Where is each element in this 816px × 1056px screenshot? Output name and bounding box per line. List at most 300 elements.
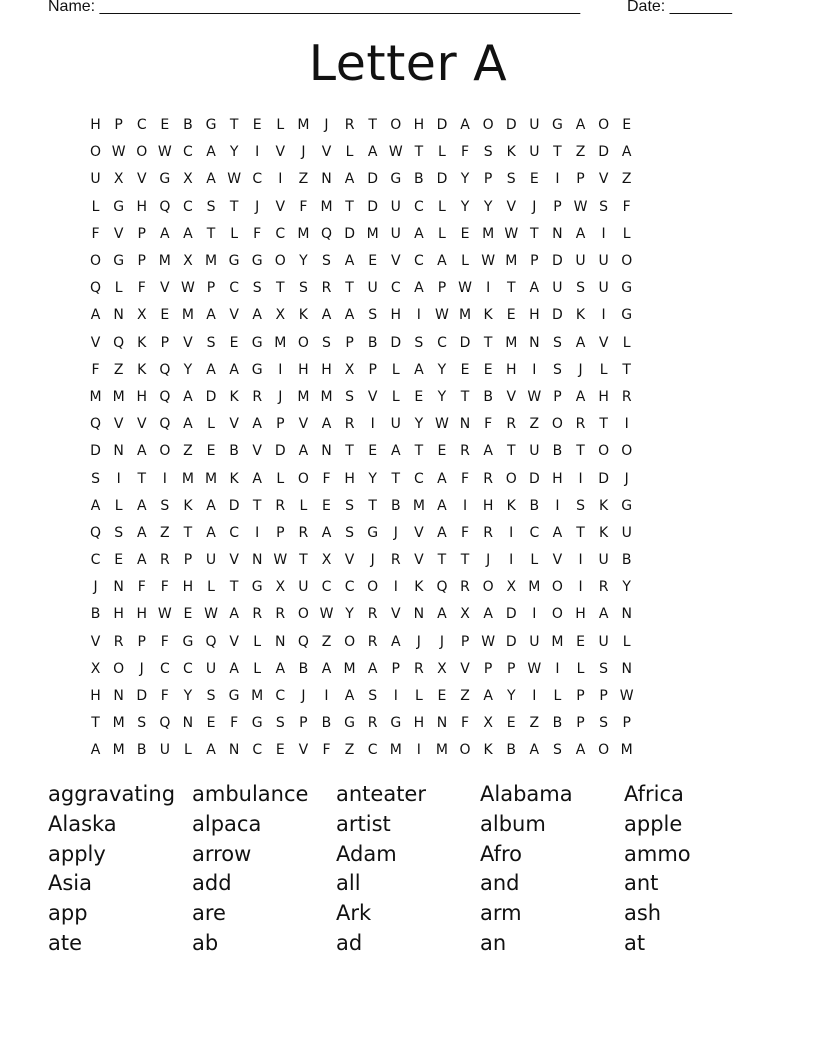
grid-letter: I	[509, 552, 514, 569]
word-list-item: Alaska	[48, 811, 117, 836]
grid-row	[84, 330, 638, 357]
grid-letter: M	[505, 334, 518, 351]
grid-letter: I	[393, 688, 398, 705]
grid-letter: T	[483, 334, 493, 351]
grid-letter: U	[598, 253, 609, 270]
grid-letter: P	[599, 688, 608, 705]
grid-letter: O	[598, 742, 610, 759]
grid-letter: N	[228, 742, 240, 759]
grid-letter: M	[551, 633, 564, 650]
grid-letter: T	[506, 280, 516, 297]
grid-letter: X	[460, 606, 470, 623]
grid-row	[84, 656, 638, 683]
grid-letter: K	[599, 497, 609, 514]
grid-letter: M	[412, 497, 425, 514]
grid-letter: Y	[299, 253, 308, 270]
grid-letter: V	[229, 307, 239, 324]
grid-letter: T	[530, 225, 539, 242]
grid-letter: K	[483, 742, 493, 759]
grid-letter: J	[624, 470, 629, 487]
grid-letter: L	[622, 334, 631, 351]
word-list-item: ash	[624, 901, 662, 926]
grid-letter: M	[204, 253, 218, 270]
grid-letter: J	[393, 524, 398, 541]
grid-letter: L	[553, 688, 562, 705]
grid-letter: G	[390, 715, 402, 732]
grid-letter: A	[229, 660, 239, 677]
grid-letter: D	[598, 144, 609, 161]
grid-letter: G	[251, 253, 263, 270]
grid-letter: F	[91, 225, 100, 242]
word-list-item: anteater	[336, 782, 426, 806]
grid-letter: E	[322, 497, 331, 514]
grid-letter: D	[367, 171, 379, 188]
grid-letter: A	[437, 497, 447, 514]
grid-letter: K	[298, 307, 308, 324]
grid-letter: J	[139, 660, 144, 677]
grid-row	[84, 547, 638, 574]
grid-letter: K	[183, 497, 193, 514]
grid-letter: G	[621, 307, 633, 324]
grid-letter: C	[413, 470, 424, 487]
word-list-item: all	[336, 871, 361, 896]
grid-letter: S	[576, 497, 585, 514]
grid-letter: N	[251, 552, 263, 569]
grid-letter: S	[599, 715, 609, 732]
grid-letter: V	[275, 144, 286, 161]
grid-letter: R	[275, 606, 286, 623]
grid-letter: A	[367, 144, 378, 161]
grid-letter: U	[298, 579, 309, 596]
grid-letter: H	[413, 117, 425, 134]
grid-letter: T	[460, 552, 470, 569]
grid-letter: O	[505, 470, 517, 487]
grid-letter: P	[507, 660, 516, 677]
grid-letter: R	[159, 552, 170, 569]
grid-letter: U	[598, 633, 609, 650]
grid-letter: I	[578, 470, 583, 487]
grid-letter: S	[206, 334, 216, 351]
grid-letter: L	[345, 144, 354, 161]
grid-letter: O	[598, 117, 610, 134]
grid-letter: A	[90, 497, 101, 514]
grid-letter: O	[274, 253, 286, 270]
grid-letter: G	[390, 171, 402, 188]
grid-letter: X	[183, 253, 193, 270]
grid-letter: Y	[460, 198, 470, 215]
grid-letter: K	[414, 579, 424, 596]
grid-letter: H	[413, 715, 425, 732]
date-field-line[interactable]: Date: _______	[627, 0, 732, 15]
grid-letter: A	[414, 361, 424, 378]
grid-letter: V	[390, 606, 401, 623]
grid-letter: S	[160, 497, 170, 514]
grid-letter: V	[598, 334, 609, 351]
grid-letter: J	[324, 117, 329, 134]
grid-letter: O	[390, 117, 402, 134]
grid-row	[84, 438, 638, 465]
grid-row	[84, 520, 638, 547]
grid-letter: O	[297, 470, 309, 487]
grid-letter: Z	[529, 416, 540, 433]
grid-letter: R	[575, 416, 586, 433]
grid-letter: U	[575, 253, 586, 270]
grid-letter: C	[183, 660, 193, 677]
grid-letter: T	[368, 497, 377, 514]
word-list-item: ab	[192, 930, 219, 955]
grid-letter: M	[204, 470, 218, 487]
grid-letter: L	[276, 117, 285, 134]
grid-letter: P	[576, 715, 585, 732]
grid-letter: C	[437, 334, 447, 351]
grid-letter: W	[319, 606, 334, 623]
word-list-item: ant	[624, 871, 659, 896]
grid-letter: I	[532, 688, 537, 705]
grid-letter: Q	[159, 416, 171, 433]
grid-letter: F	[461, 715, 470, 732]
grid-letter: S	[368, 307, 378, 324]
grid-letter: O	[482, 117, 494, 134]
grid-letter: H	[321, 361, 332, 378]
grid-letter: K	[599, 524, 609, 541]
grid-letter: Z	[529, 715, 540, 732]
grid-letter: V	[275, 198, 286, 215]
grid-letter: C	[344, 579, 355, 596]
grid-letter: O	[136, 144, 148, 161]
grid-letter: R	[275, 497, 286, 514]
grid-letter: C	[159, 660, 170, 677]
grid-letter: E	[206, 443, 216, 460]
grid-letter: I	[486, 280, 491, 297]
grid-letter: K	[575, 307, 586, 324]
grid-letter: J	[301, 688, 306, 705]
grid-letter: A	[575, 117, 586, 134]
grid-letter: H	[529, 307, 540, 324]
grid-letter: V	[229, 633, 239, 650]
grid-letter: A	[183, 388, 193, 405]
grid-letter: W	[435, 307, 449, 324]
grid-letter: G	[551, 117, 563, 134]
grid-letter: M	[435, 742, 448, 759]
grid-letter: O	[621, 443, 633, 460]
grid-letter: I	[162, 470, 167, 487]
grid-letter: T	[345, 280, 354, 297]
grid-letter: P	[206, 280, 216, 297]
grid-letter: K	[506, 144, 516, 161]
grid-letter: N	[113, 579, 124, 596]
grid-row	[84, 601, 638, 628]
grid-letter: S	[322, 253, 331, 270]
grid-letter: D	[436, 117, 448, 134]
grid-letter: H	[552, 470, 563, 487]
grid-letter: P	[530, 253, 539, 270]
grid-letter: T	[229, 117, 239, 134]
grid-letter: R	[483, 470, 493, 487]
grid-letter: V	[90, 633, 101, 650]
grid-letter: D	[528, 470, 540, 487]
grid-letter: I	[532, 606, 537, 623]
grid-letter: B	[136, 742, 147, 759]
grid-letter: W	[527, 388, 542, 405]
grid-letter: W	[273, 552, 288, 569]
grid-letter: N	[321, 171, 332, 188]
grid-letter: F	[137, 579, 146, 596]
grid-letter: Y	[506, 688, 516, 705]
grid-letter: D	[552, 253, 563, 270]
grid-letter: S	[275, 715, 285, 732]
grid-letter: V	[552, 552, 563, 569]
word-list-item: artist	[336, 811, 391, 836]
grid-letter: Y	[368, 470, 377, 487]
grid-letter: R	[367, 715, 378, 732]
grid-letter: E	[160, 117, 170, 134]
grid-row	[84, 574, 638, 601]
grid-letter: L	[576, 660, 585, 677]
grid-letter: W	[181, 280, 195, 297]
grid-letter: F	[461, 470, 470, 487]
grid-letter: P	[183, 552, 193, 569]
grid-letter: B	[90, 606, 101, 623]
grid-letter: R	[413, 660, 424, 677]
grid-letter: P	[345, 334, 354, 351]
grid-letter: B	[414, 171, 424, 188]
grid-letter: Y	[460, 171, 470, 188]
grid-letter: Y	[437, 361, 447, 378]
grid-letter: R	[460, 443, 470, 460]
grid-letter: G	[113, 198, 125, 215]
grid-letter: U	[205, 660, 217, 677]
grid-letter: C	[367, 742, 378, 759]
grid-row	[84, 221, 638, 248]
grid-letter: J	[532, 198, 537, 215]
grid-letter: Z	[113, 361, 124, 378]
grid-letter: U	[552, 280, 563, 297]
grid-letter: T	[137, 470, 147, 487]
word-list-item: at	[624, 930, 646, 955]
grid-letter: W	[527, 660, 542, 677]
grid-letter: A	[529, 280, 540, 297]
grid-letter: I	[555, 497, 560, 514]
grid-letter: A	[390, 443, 401, 460]
grid-letter: Y	[229, 144, 239, 161]
grid-letter: R	[344, 416, 355, 433]
grid-letter: B	[390, 497, 401, 514]
grid-letter: U	[205, 552, 217, 569]
grid-letter: V	[136, 416, 147, 433]
grid-letter: A	[206, 524, 216, 541]
grid-letter: E	[368, 443, 378, 460]
grid-letter: B	[552, 443, 563, 460]
grid-letter: D	[367, 198, 379, 215]
grid-letter: T	[460, 388, 470, 405]
grid-letter: S	[322, 334, 331, 351]
word-list-item: ate	[48, 930, 83, 955]
grid-letter: B	[483, 388, 493, 405]
word-list-item: ambulance	[192, 782, 309, 806]
grid-letter: V	[321, 144, 332, 161]
grid-letter: V	[229, 416, 239, 433]
grid-letter: E	[460, 361, 470, 378]
grid-row	[84, 357, 638, 384]
grid-letter: M	[112, 715, 125, 732]
grid-letter: G	[251, 715, 263, 732]
grid-letter: P	[622, 715, 631, 732]
grid-letter: P	[460, 633, 470, 650]
grid-letter: W	[157, 144, 172, 161]
grid-row	[84, 683, 638, 710]
grid-letter: W	[204, 606, 218, 623]
grid-letter: H	[136, 388, 147, 405]
grid-letter: M	[297, 388, 310, 405]
grid-letter: B	[183, 117, 193, 134]
grid-letter: U	[621, 524, 632, 541]
grid-letter: D	[505, 117, 517, 134]
grid-letter: B	[621, 552, 632, 569]
page-title: Letter A	[308, 35, 508, 92]
grid-letter: O	[551, 579, 563, 596]
grid-letter: M	[112, 388, 125, 405]
grid-letter: L	[114, 280, 123, 297]
grid-letter: T	[345, 443, 354, 460]
grid-letter: M	[181, 307, 194, 324]
grid-letter: O	[297, 606, 309, 623]
grid-letter: Q	[90, 416, 102, 433]
grid-letter: A	[136, 524, 147, 541]
grid-row	[84, 465, 638, 492]
grid-letter: V	[598, 171, 609, 188]
word-list-item: ad	[336, 930, 363, 955]
grid-letter: S	[552, 742, 562, 759]
grid-letter: Z	[160, 524, 170, 541]
grid-letter: S	[599, 198, 609, 215]
grid-letter: K	[137, 334, 147, 351]
grid-letter: A	[390, 633, 401, 650]
grid-letter: O	[621, 253, 633, 270]
grid-letter: T	[368, 117, 377, 134]
grid-letter: V	[414, 524, 424, 541]
grid-letter: D	[598, 470, 609, 487]
grid-letter: I	[624, 416, 629, 433]
grid-letter: O	[90, 144, 102, 161]
grid-letter: S	[599, 660, 609, 677]
word-list-item: arrow	[192, 841, 252, 866]
grid-letter: D	[505, 633, 517, 650]
grid-row	[84, 493, 638, 520]
grid-letter: A	[575, 742, 586, 759]
grid-letter: F	[253, 225, 262, 242]
grid-letter: V	[113, 416, 124, 433]
grid-letter: O	[159, 443, 171, 460]
grid-letter: E	[183, 606, 193, 623]
grid-letter: A	[321, 524, 332, 541]
grid-letter: P	[299, 715, 308, 732]
grid-letter: U	[529, 443, 540, 460]
grid-letter: O	[90, 253, 102, 270]
grid-letter: A	[321, 416, 332, 433]
grid-letter: G	[205, 117, 217, 134]
grid-letter: E	[368, 253, 378, 270]
grid-letter: I	[532, 361, 537, 378]
grid-letter: I	[462, 497, 468, 514]
grid-letter: X	[275, 307, 286, 324]
grid-letter: P	[114, 117, 123, 134]
grid-letter: S	[552, 361, 562, 378]
grid-letter: I	[555, 660, 560, 677]
grid-letter: M	[112, 742, 125, 759]
grid-letter: R	[321, 280, 332, 297]
grid-letter: S	[114, 524, 124, 541]
grid-letter: N	[113, 307, 124, 324]
grid-letter: A	[160, 225, 170, 242]
grid-letter: L	[599, 361, 608, 378]
grid-letter: H	[598, 388, 609, 405]
grid-letter: A	[437, 253, 447, 270]
grid-letter: J	[486, 552, 491, 569]
grid-letter: S	[414, 334, 424, 351]
grid-letter: A	[483, 606, 493, 623]
name-field-line[interactable]: Name: ______________________________________________________	[48, 0, 581, 15]
grid-letter: E	[414, 388, 424, 405]
grid-letter: G	[228, 253, 240, 270]
grid-letter: Q	[159, 198, 171, 215]
grid-letter: L	[622, 633, 631, 650]
grid-letter: M	[459, 307, 472, 324]
grid-letter: E	[252, 117, 262, 134]
grid-letter: T	[506, 443, 516, 460]
grid-letter: H	[90, 688, 101, 705]
grid-letter: V	[506, 198, 517, 215]
word-list-item: app	[48, 901, 88, 926]
grid-letter: G	[367, 524, 379, 541]
grid-letter: A	[252, 470, 262, 487]
grid-letter: Z	[621, 171, 632, 188]
grid-letter: W	[388, 144, 403, 161]
grid-letter: G	[182, 633, 194, 650]
grid-letter: P	[137, 225, 146, 242]
grid-letter: Z	[298, 171, 309, 188]
grid-letter: N	[113, 443, 124, 460]
grid-letter: X	[136, 307, 147, 324]
grid-letter: L	[114, 497, 123, 514]
grid-letter: L	[622, 225, 631, 242]
grid-letter: C	[229, 524, 239, 541]
grid-letter: L	[207, 416, 215, 433]
grid-letter: P	[368, 361, 377, 378]
grid-letter: F	[299, 198, 308, 215]
grid-letter: X	[275, 579, 286, 596]
grid-letter: D	[90, 443, 101, 460]
grid-letter: E	[114, 552, 124, 569]
grid-letter: A	[90, 742, 101, 759]
grid-letter: N	[413, 606, 425, 623]
grid-letter: Q	[297, 633, 309, 650]
grid-letter: D	[505, 606, 517, 623]
grid-letter: A	[414, 280, 424, 297]
grid-letter: N	[321, 443, 332, 460]
grid-letter: H	[113, 606, 124, 623]
grid-letter: A	[598, 606, 609, 623]
word-list	[48, 780, 768, 959]
grid-letter: F	[91, 361, 100, 378]
word-list-item: Africa	[624, 782, 684, 806]
grid-letter: P	[576, 688, 585, 705]
word-list-item: Ark	[336, 901, 372, 926]
grid-letter: L	[253, 660, 262, 677]
grid-letter: I	[416, 742, 421, 759]
word-list-item: arm	[480, 901, 522, 926]
grid-letter: M	[297, 225, 310, 242]
grid-letter: R	[113, 633, 124, 650]
